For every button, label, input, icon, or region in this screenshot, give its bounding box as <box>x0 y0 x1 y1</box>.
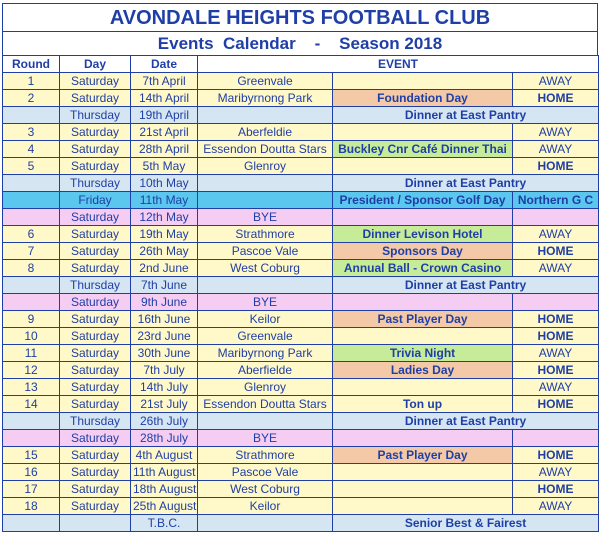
event-cell: Dinner at East Pantry <box>333 107 599 124</box>
event-cell: Past Player Day <box>333 311 513 328</box>
date-cell: 21st July <box>131 396 198 413</box>
home-away-cell: HOME <box>513 243 599 260</box>
event-cell <box>333 294 513 311</box>
event-cell: Ton up <box>333 396 513 413</box>
home-away-cell: AWAY <box>513 260 599 277</box>
table-row <box>3 243 599 260</box>
round-cell: 12 <box>3 362 60 379</box>
round-cell: 2 <box>3 90 60 107</box>
opponent-cell: West Coburg <box>198 481 333 498</box>
round-cell: 17 <box>3 481 60 498</box>
day-cell: Saturday <box>60 311 131 328</box>
round-cell: 14 <box>3 396 60 413</box>
table-row <box>3 158 599 175</box>
table-row <box>3 481 599 498</box>
table-row <box>3 226 599 243</box>
table-row <box>3 362 599 379</box>
date-cell: 25th August <box>131 498 198 515</box>
opponent-cell: Maribyrnong Park <box>198 90 333 107</box>
day-cell: Saturday <box>60 141 131 158</box>
table-body <box>3 73 599 532</box>
home-away-cell: HOME <box>513 362 599 379</box>
date-cell: 2nd June <box>131 260 198 277</box>
table-row <box>3 73 599 90</box>
event-cell <box>333 464 513 481</box>
home-away-cell: AWAY <box>513 73 599 90</box>
home-away-cell: AWAY <box>513 498 599 515</box>
round-cell: 16 <box>3 464 60 481</box>
event-cell: Senior Best & Fairest <box>333 515 599 532</box>
table-row <box>3 464 599 481</box>
home-away-cell: HOME <box>513 447 599 464</box>
table-row <box>3 447 599 464</box>
day-cell: Saturday <box>60 124 131 141</box>
home-away-cell: HOME <box>513 90 599 107</box>
home-away-cell: AWAY <box>513 226 599 243</box>
opponent-cell <box>198 175 333 192</box>
day-cell: Thursday <box>60 277 131 294</box>
event-cell <box>333 124 513 141</box>
day-cell: Saturday <box>60 226 131 243</box>
date-cell: T.B.C. <box>131 515 198 532</box>
round-cell: 7 <box>3 243 60 260</box>
event-cell: Dinner at East Pantry <box>333 413 599 430</box>
day-cell: Saturday <box>60 481 131 498</box>
table-row <box>3 413 599 430</box>
home-away-cell: AWAY <box>513 141 599 158</box>
table-row <box>3 277 599 294</box>
day-cell: Saturday <box>60 158 131 175</box>
table-row <box>3 345 599 362</box>
day-cell: Saturday <box>60 430 131 447</box>
home-away-cell: HOME <box>513 328 599 345</box>
day-cell: Saturday <box>60 447 131 464</box>
event-cell <box>333 481 513 498</box>
date-cell: 7th June <box>131 277 198 294</box>
event-cell <box>333 158 513 175</box>
header-day: Day <box>60 56 131 73</box>
header-round: Round <box>3 56 60 73</box>
opponent-cell <box>198 515 333 532</box>
event-cell <box>333 73 513 90</box>
date-cell: 23rd June <box>131 328 198 345</box>
opponent-cell: West Coburg <box>198 260 333 277</box>
opponent-cell: Greenvale <box>198 328 333 345</box>
home-away-cell: HOME <box>513 396 599 413</box>
event-cell <box>333 498 513 515</box>
home-away-cell: HOME <box>513 311 599 328</box>
round-cell <box>3 175 60 192</box>
event-cell: Ladies Day <box>333 362 513 379</box>
round-cell: 1 <box>3 73 60 90</box>
day-cell <box>60 515 131 532</box>
date-cell: 7th April <box>131 73 198 90</box>
day-cell: Saturday <box>60 73 131 90</box>
home-away-cell: AWAY <box>513 345 599 362</box>
date-cell: 5th May <box>131 158 198 175</box>
table-row <box>3 430 599 447</box>
date-cell: 14th July <box>131 379 198 396</box>
opponent-cell: BYE <box>198 430 333 447</box>
opponent-cell: Glenroy <box>198 158 333 175</box>
home-away-cell <box>513 209 599 226</box>
home-away-cell: HOME <box>513 481 599 498</box>
opponent-cell <box>198 413 333 430</box>
round-cell: 4 <box>3 141 60 158</box>
event-cell: Dinner at East Pantry <box>333 277 599 294</box>
date-cell: 4th August <box>131 447 198 464</box>
day-cell: Saturday <box>60 209 131 226</box>
round-cell <box>3 107 60 124</box>
day-cell: Thursday <box>60 413 131 430</box>
round-cell: 18 <box>3 498 60 515</box>
home-away-cell <box>513 294 599 311</box>
opponent-cell: Greenvale <box>198 73 333 90</box>
table-row <box>3 311 599 328</box>
table-row <box>3 175 599 192</box>
round-cell: 11 <box>3 345 60 362</box>
opponent-cell: Maribyrnong Park <box>198 345 333 362</box>
round-cell <box>3 294 60 311</box>
opponent-cell: BYE <box>198 294 333 311</box>
event-cell: Buckley Cnr Café Dinner Thai <box>333 141 513 158</box>
round-cell <box>3 192 60 209</box>
header-date: Date <box>131 56 198 73</box>
day-cell: Thursday <box>60 107 131 124</box>
date-cell: 11th August <box>131 464 198 481</box>
day-cell: Friday <box>60 192 131 209</box>
table-row <box>3 294 599 311</box>
table-row <box>3 209 599 226</box>
day-cell: Saturday <box>60 260 131 277</box>
home-away-cell: Northern G C <box>513 192 599 209</box>
home-away-cell: AWAY <box>513 124 599 141</box>
event-cell: Dinner at East Pantry <box>333 175 599 192</box>
table-row <box>3 379 599 396</box>
date-cell: 14th April <box>131 90 198 107</box>
event-cell: Trivia Night <box>333 345 513 362</box>
day-cell: Saturday <box>60 396 131 413</box>
opponent-cell: Strathmore <box>198 447 333 464</box>
date-cell: 28th April <box>131 141 198 158</box>
round-cell <box>3 209 60 226</box>
round-cell: 10 <box>3 328 60 345</box>
date-cell: 10th May <box>131 175 198 192</box>
round-cell <box>3 430 60 447</box>
opponent-cell: Glenroy <box>198 379 333 396</box>
table-row <box>3 90 599 107</box>
date-cell: 30th June <box>131 345 198 362</box>
round-cell: 9 <box>3 311 60 328</box>
opponent-cell: Pascoe Vale <box>198 464 333 481</box>
header-event: EVENT <box>198 56 599 73</box>
round-cell <box>3 413 60 430</box>
date-cell: 7th July <box>131 362 198 379</box>
opponent-cell: Keilor <box>198 311 333 328</box>
table-row <box>3 328 599 345</box>
home-away-cell <box>513 430 599 447</box>
event-cell: Dinner Levison Hotel <box>333 226 513 243</box>
day-cell: Saturday <box>60 379 131 396</box>
opponent-cell: Aberfielde <box>198 362 333 379</box>
date-cell: 19th April <box>131 107 198 124</box>
home-away-cell: HOME <box>513 158 599 175</box>
day-cell: Saturday <box>60 90 131 107</box>
opponent-cell: BYE <box>198 209 333 226</box>
date-cell: 26th May <box>131 243 198 260</box>
opponent-cell: Essendon Doutta Stars <box>198 141 333 158</box>
round-cell: 3 <box>3 124 60 141</box>
date-cell: 9th June <box>131 294 198 311</box>
round-cell: 5 <box>3 158 60 175</box>
date-cell: 11th May <box>131 192 198 209</box>
opponent-cell <box>198 192 333 209</box>
event-cell: Sponsors Day <box>333 243 513 260</box>
opponent-cell <box>198 277 333 294</box>
day-cell: Saturday <box>60 294 131 311</box>
event-cell <box>333 379 513 396</box>
opponent-cell: Pascoe Vale <box>198 243 333 260</box>
opponent-cell: Aberfeldie <box>198 124 333 141</box>
day-cell: Saturday <box>60 328 131 345</box>
opponent-cell: Essendon Doutta Stars <box>198 396 333 413</box>
opponent-cell: Keilor <box>198 498 333 515</box>
table-row <box>3 107 599 124</box>
round-cell <box>3 277 60 294</box>
event-cell: President / Sponsor Golf Day <box>333 192 513 209</box>
date-cell: 12th May <box>131 209 198 226</box>
round-cell: 8 <box>3 260 60 277</box>
day-cell: Saturday <box>60 362 131 379</box>
home-away-cell: AWAY <box>513 379 599 396</box>
day-cell: Saturday <box>60 498 131 515</box>
date-cell: 21st April <box>131 124 198 141</box>
event-cell: Foundation Day <box>333 90 513 107</box>
round-cell: 15 <box>3 447 60 464</box>
opponent-cell: Strathmore <box>198 226 333 243</box>
event-cell: Annual Ball - Crown Casino <box>333 260 513 277</box>
date-cell: 16th June <box>131 311 198 328</box>
event-cell <box>333 430 513 447</box>
events-table <box>2 55 599 532</box>
round-cell: 13 <box>3 379 60 396</box>
day-cell: Thursday <box>60 175 131 192</box>
table-header-row <box>3 56 599 73</box>
table-row <box>3 192 599 209</box>
table-row <box>3 141 599 158</box>
event-cell <box>333 209 513 226</box>
event-cell <box>333 328 513 345</box>
date-cell: 28th July <box>131 430 198 447</box>
home-away-cell: AWAY <box>513 464 599 481</box>
day-cell: Saturday <box>60 345 131 362</box>
table-row <box>3 260 599 277</box>
round-cell <box>3 515 60 532</box>
event-cell: Past Player Day <box>333 447 513 464</box>
table-row <box>3 515 599 532</box>
table-row <box>3 396 599 413</box>
date-cell: 26th July <box>131 413 198 430</box>
date-cell: 18th August <box>131 481 198 498</box>
day-cell: Saturday <box>60 243 131 260</box>
table-row <box>3 124 599 141</box>
round-cell: 6 <box>3 226 60 243</box>
day-cell: Saturday <box>60 464 131 481</box>
opponent-cell <box>198 107 333 124</box>
calendar-subtitle: Events Calendar - Season 2018 <box>2 31 598 57</box>
date-cell: 19th May <box>131 226 198 243</box>
table-row <box>3 498 599 515</box>
club-title: AVONDALE HEIGHTS FOOTBALL CLUB <box>2 3 598 32</box>
